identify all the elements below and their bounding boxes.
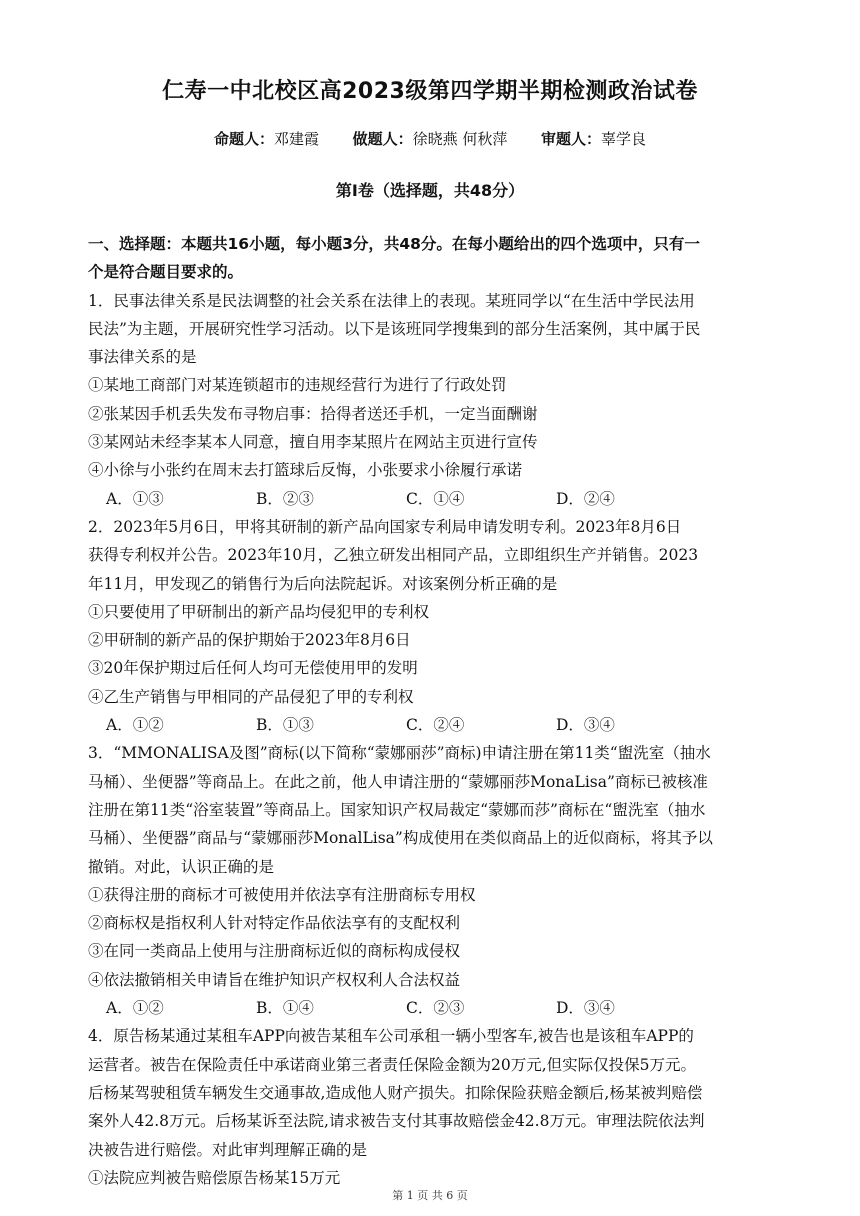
question-item: ④小徐与小张约在周末去打篮球后反悔，小张要求小徐履行承诺 [88,461,523,480]
question-4 [88,1022,778,1192]
authors-line [0,128,860,149]
author-reviewer: 辜学良 [600,130,646,148]
author-label-solver: 做题人： [352,130,413,148]
question-stem-line: 注册在第11类“浴室装置”等商品上。国家知识产权局裁定“蒙娜而莎”商标在“盥洗室（抽水 [88,800,706,819]
question-item: ①只要使用了甲研制出的新产品均侵犯甲的专利权 [88,602,430,621]
question-stem-line: 撤销。对此，认识正确的是 [88,857,275,876]
question-item: ②商标权是指权利人针对特定作品依法享有的支配权利 [88,914,461,933]
question-stem-line: 年11月，甲发现乙的销售行为后向法院起诉。对该案例分析正确的是 [88,574,558,593]
question-item: ①获得注册的商标才可被使用并依法享有注册商标专用权 [88,885,476,904]
option-c: C．②④ [406,716,465,735]
option-b: B．①③ [256,716,314,735]
question-item: ①法院应判被告赔偿原告杨某15万元 [88,1168,341,1187]
page-footer: 第 1 页 共 6 页 [392,1189,468,1202]
question-item: ②甲研制的新产品的保护期始于2023年8月6日 [88,631,411,650]
option-b: B．①④ [256,999,314,1018]
option-a: A．①② [106,716,164,735]
question-stem-line: 事法律关系的是 [88,348,197,367]
option-b: B．②③ [256,489,314,508]
question-stem-line: 马桶）、坐便器”等商品上。在此之前，他人申请注册的“蒙娜丽莎MonaLisa”商标已被核准 [88,772,708,791]
question-item: ①某地工商部门对某连锁超市的违规经营行为进行了行政处罚 [88,376,507,395]
question-2 [88,513,778,739]
question-stem-line: 1．民事法律关系是民法调整的社会关系在法律上的表现。某班同学以“在生活中学民法用 [88,291,695,310]
author-solver: 徐晓燕 何秋萍 [412,130,508,148]
question-stem-line: 案外人42.8万元。后杨某诉至法院,请求被告支付其事故赔偿金42.8万元。审理法院依法判 [88,1112,705,1131]
question-item: ③20年保护期过后任何人均可无偿使用甲的发明 [88,659,418,678]
author-proposer: 邓建霞 [274,130,320,148]
option-d: D．③④ [556,716,615,735]
question-item: ③在同一类商品上使用与注册商标近似的商标构成侵权 [88,942,461,961]
exam-title: 仁寿一中北校区高2023级第四学期半期检测政治试卷 [162,79,698,104]
instructions-line: 个是符合题目要求的。 [88,263,244,282]
answer-options [88,485,778,513]
question-item: ③某网站未经李某本人同意，擅自用李某照片在网站主页进行宣传 [88,433,538,452]
option-c: C．②③ [406,999,465,1018]
question-stem-line: 获得专利权并公告。2023年10月，乙独立研发出相同产品，立即组织生产并销售。2023 [88,546,699,565]
question-item: ④依法撤销相关申请旨在维护知识产权权利人合法权益 [88,970,461,989]
question-stem-line: 民法”为主题，开展研究性学习活动。以下是该班同学搜集到的部分生活案例，其中属于民 [88,319,701,338]
exam-body [88,230,778,1192]
option-a: A．①② [106,999,164,1018]
question-stem-line: 后杨某驾驶租赁车辆发生交通事故,造成他人财产损失。扣除保险获赔金额后,杨某被判赔偿 [88,1083,703,1102]
question-3 [88,739,778,1022]
section-heading: 第Ⅰ卷（选择题，共48分） [335,181,525,200]
author-label-reviewer: 审题人： [540,130,601,148]
question-stem-line: 决被告进行赔偿。对此审判理解正确的是 [88,1140,368,1159]
question-stem-line: 马桶）、坐便器”商品与“蒙娜丽莎MonalLisa”构成使用在类似商品上的近似商标，将其予以 [88,829,713,848]
question-item: ④乙生产销售与甲相同的产品侵犯了甲的专利权 [88,687,414,706]
option-a: A．①③ [106,489,164,508]
answer-options [88,994,778,1022]
question-stem-line: 运营者。被告在保险责任中承诺商业第三者责任保险金额为20万元,但实际仅投保5万元。 [88,1055,697,1074]
option-d: D．③④ [556,999,615,1018]
question-1 [88,287,778,513]
question-stem-line: 3．“MMONALISA及图”商标(以下简称“蒙娜丽莎”商标)申请注册在第11类“盥洗室（抽水 [88,744,711,763]
answer-options [88,711,778,739]
option-d: D．②④ [556,489,615,508]
author-label-proposer: 命题人： [214,130,275,148]
option-c: C．①④ [406,489,465,508]
question-item: ②张某因手机丢失发布寻物启事：拾得者送还手机，一定当面酬谢 [88,404,538,423]
question-stem-line: 4．原告杨某通过某租车APP向被告某租车公司承租一辆小型客车,被告也是该租车APP的 [88,1027,694,1046]
instructions-line: 一、选择题：本题共16小题，每小题3分，共48分。在每小题给出的四个选项中，只有一 [88,235,700,253]
question-stem-line: 2．2023年5月6日，甲将其研制的新产品向国家专利局申请发明专利。2023年8月6日 [88,517,682,536]
